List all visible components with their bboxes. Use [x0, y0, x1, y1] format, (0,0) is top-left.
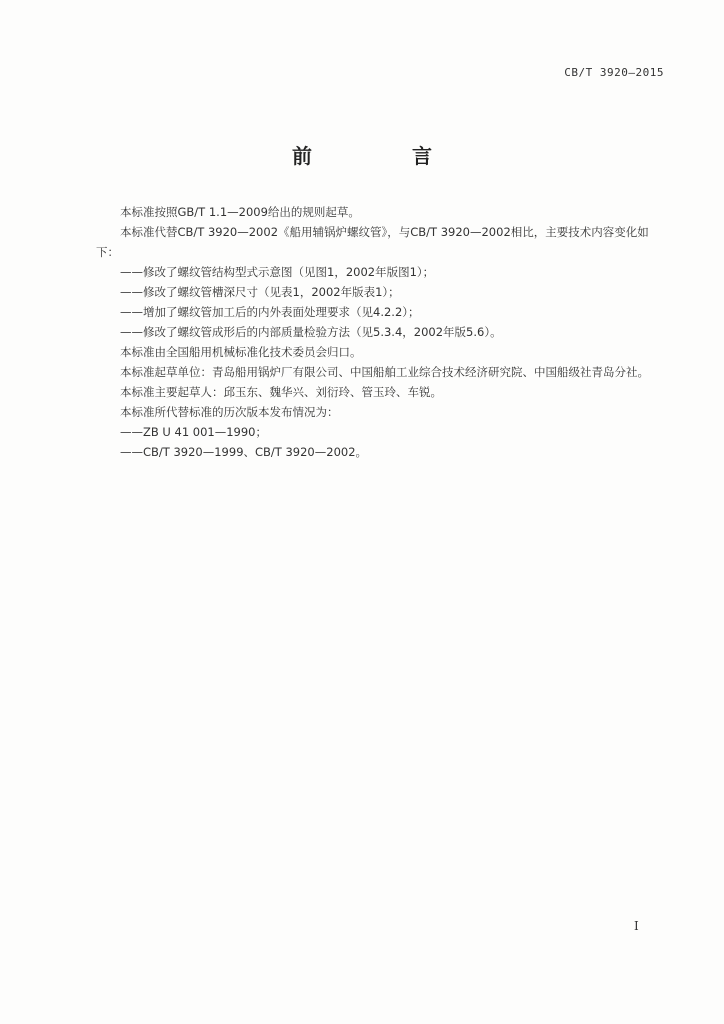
paragraph-drafting-rule: 本标准按照GB/T 1.1—2009给出的规则起草。: [120, 205, 360, 219]
page-title: 前 言: [292, 144, 472, 168]
change-item: ——修改了螺纹管成形后的内部质量检验方法（见5.3.4，2002年版5.6）。: [120, 325, 502, 339]
change-item: ——修改了螺纹管槽深尺寸（见表1，2002年版表1）；: [120, 285, 400, 299]
paragraph-history-intro: 本标准所代替标准的历次版本发布情况为：: [120, 405, 339, 419]
history-item: ——ZB U 41 001—1990；: [120, 425, 268, 439]
change-item: ——修改了螺纹管结构型式示意图（见图1，2002年版图1）；: [120, 265, 435, 279]
history-item: ——CB/T 3920—1999、CB/T 3920—2002。: [120, 445, 368, 459]
page-number: I: [634, 919, 639, 933]
foreword-body: [96, 202, 662, 462]
paragraph-committee: 本标准由全国船用机械标准化技术委员会归口。: [120, 345, 362, 359]
standard-code: CB/T 3920—2015: [564, 66, 664, 79]
paragraph-drafting-units: 本标准起草单位：青岛船用锅炉厂有限公司、中国船舶工业综合技术经济研究院、中国船级社青岛分社。: [120, 365, 649, 379]
change-item: ——增加了螺纹管加工后的内外表面处理要求（见4.2.2）；: [120, 305, 420, 319]
paragraph-drafters: 本标准主要起草人：邱玉东、魏华兴、刘衍玲、管玉玲、车锐。: [120, 385, 442, 399]
paragraph-replacement: 本标准代替CB/T 3920—2002《船用辅锅炉螺纹管》，与CB/T 3920—2002相比，主要技术内容变化如下：: [96, 225, 649, 259]
